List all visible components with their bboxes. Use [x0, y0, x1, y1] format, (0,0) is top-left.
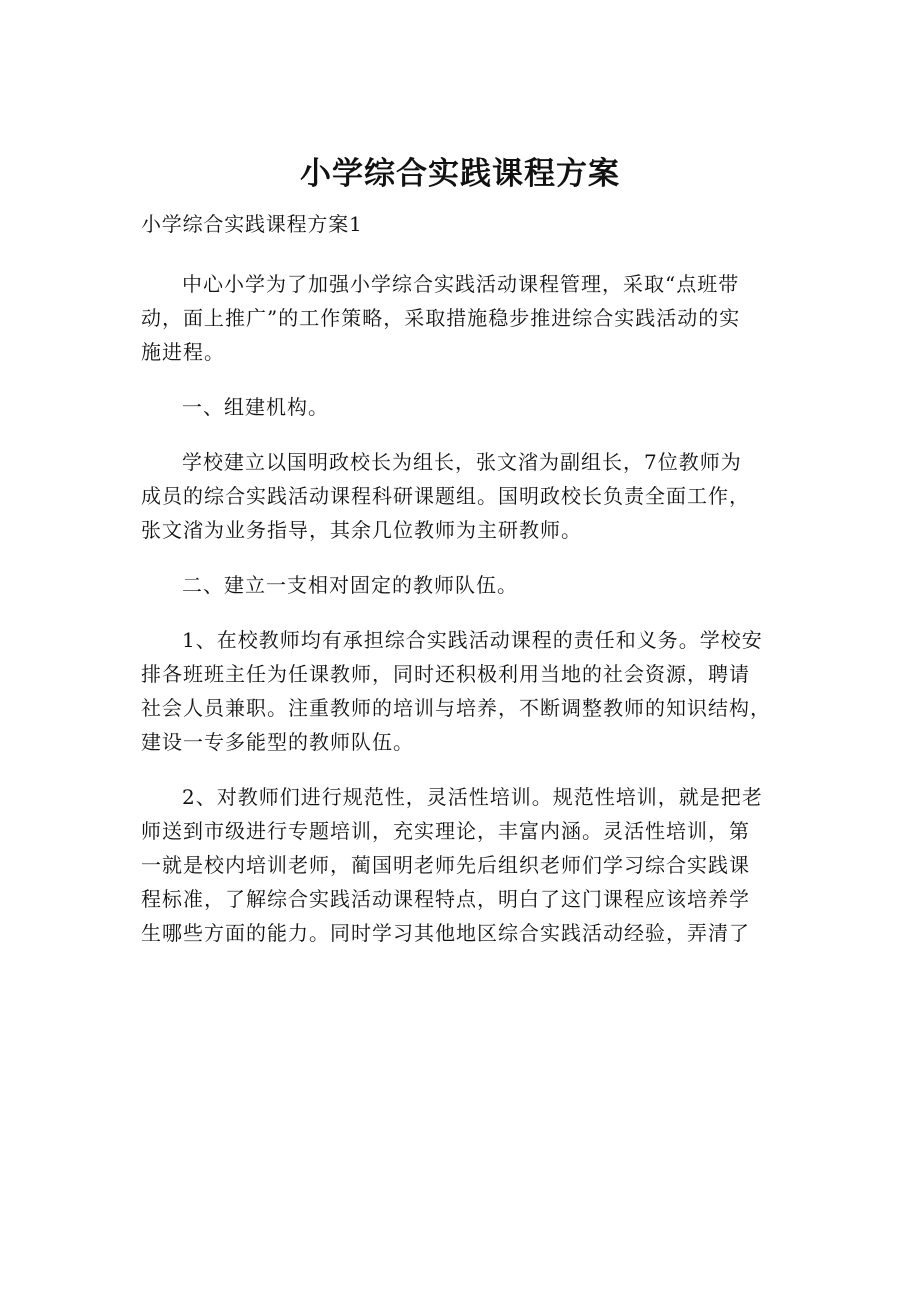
paragraph-intro: [141, 267, 801, 369]
paragraph-line: 动，面上推广”的工作策略，采取措施稳步推进综合实践活动的实: [141, 306, 741, 330]
paragraph-line: 程标准，了解综合实践活动课程特点，明白了这门课程应该培养学: [141, 887, 750, 911]
paragraph-organization: [141, 445, 801, 547]
paragraph-line: 生哪些方面的能力。同时学习其他地区综合实践活动经验，弄清了: [141, 921, 750, 945]
document-body: [141, 267, 801, 971]
section-heading-1: [141, 390, 801, 424]
paragraph-line: 2、对教师们进行规范性，灵活性培训。规范性培训，就是把老: [182, 785, 763, 809]
heading-line: 二、建立一支相对固定的教师队伍。: [182, 573, 518, 597]
paragraph-line: 中心小学为了加强小学综合实践活动课程管理，采取“点班带: [182, 272, 740, 296]
paragraph-line: 排各班班主任为任课教师，同时还积极利用当地的社会资源，聘请: [141, 662, 750, 686]
paragraph-line: 张文渻为业务指导，其余几位教师为主研教师。: [141, 518, 582, 542]
paragraph-line: 一就是校内培训老师，蔺国明老师先后组织老师们学习综合实践课: [141, 853, 750, 877]
paragraph-line: 学校建立以国明政校长为组长，张文渻为副组长，7位教师为: [182, 450, 742, 474]
paragraph-line: 施进程。: [141, 340, 225, 364]
heading-line: 一、组建机构。: [182, 395, 329, 419]
section-heading-2: [141, 568, 801, 602]
document-subtitle: 小学综合实践课程方案1: [141, 212, 363, 236]
document-title: 小学综合实践课程方案: [300, 156, 620, 192]
paragraph-line: 成员的综合实践活动课程科研课题组。国明政校长负责全面工作，: [141, 484, 750, 508]
paragraph-teachers-2: [141, 780, 801, 950]
paragraph-line: 师送到市级进行专题培训，充实理论，丰富内涵。灵活性培训，第: [141, 819, 750, 843]
paragraph-teachers-1: [141, 623, 801, 759]
paragraph-line: 建设一专多能型的教师队伍。: [141, 730, 414, 754]
paragraph-line: 社会人员兼职。注重教师的培训与培养，不断调整教师的知识结构，: [141, 696, 771, 720]
paragraph-line: 1、在校教师均有承担综合实践活动课程的责任和义务。学校安: [182, 628, 763, 652]
